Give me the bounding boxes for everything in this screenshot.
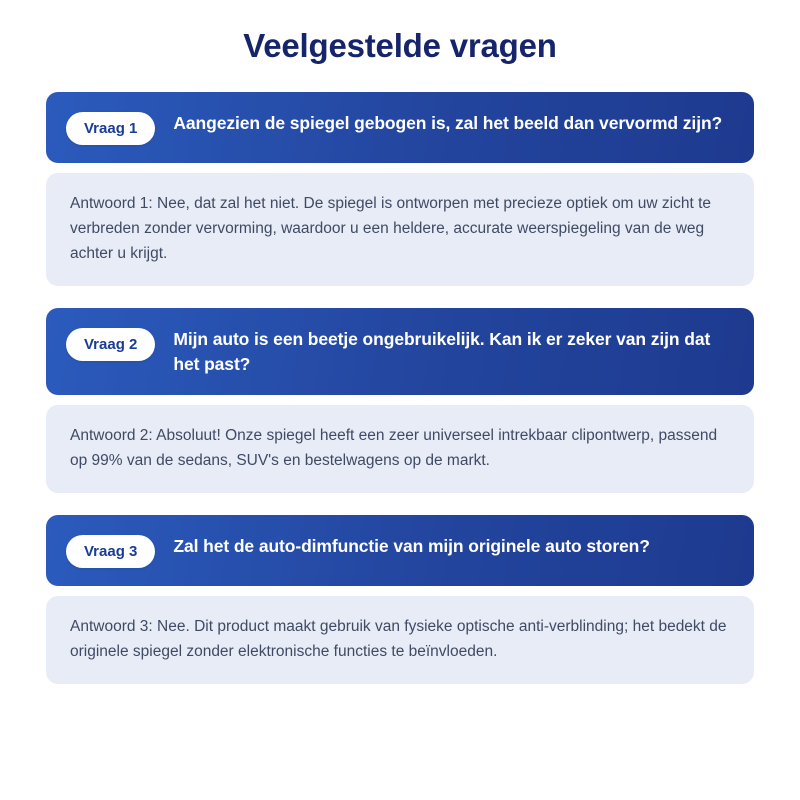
- answer-text: Antwoord 1: Nee, dat zal het niet. De spiegel is ontworpen met precieze optiek om uw zicht te verbreden zonder vervorming, waardoor u een heldere, accurate weerspiegeling van de weg achter u krijgt.: [70, 194, 712, 262]
- answer-text: Antwoord 2: Absoluut! Onze spiegel heeft een zeer universeel intrekbaar clipontwerp, passend op 99% van de sedans, SUV's en bestelwagens op de markt.: [70, 426, 718, 469]
- question-text: Aangezien de spiegel gebogen is, zal het beeld dan vervormd zijn?: [173, 112, 723, 133]
- answer-text: Antwoord 3: Nee. Dit product maakt gebruik van fysieke optische anti-verblinding; het bedekt de originele spiegel zonder elektronische functies te beïnvloeden.: [70, 617, 727, 660]
- question-bar[interactable]: [46, 515, 754, 586]
- faq-item: [46, 308, 754, 493]
- answer-box: [46, 596, 754, 684]
- question-badge: Vraag 3: [66, 535, 155, 568]
- faq-item: [46, 92, 754, 286]
- page-title: Veelgestelde vragen: [243, 27, 557, 64]
- faq-item: [46, 515, 754, 684]
- faq-list: [46, 92, 754, 684]
- question-bar[interactable]: [46, 308, 754, 395]
- question-text: Zal het de auto-dimfunctie van mijn originele auto storen?: [173, 535, 650, 556]
- question-bar[interactable]: [46, 92, 754, 163]
- answer-box: [46, 405, 754, 493]
- question-text: Mijn auto is een beetje ongebruikelijk. Kan ik er zeker van zijn dat het past?: [173, 328, 711, 374]
- question-badge: Vraag 2: [66, 328, 155, 361]
- question-badge: Vraag 1: [66, 112, 155, 145]
- answer-box: [46, 173, 754, 286]
